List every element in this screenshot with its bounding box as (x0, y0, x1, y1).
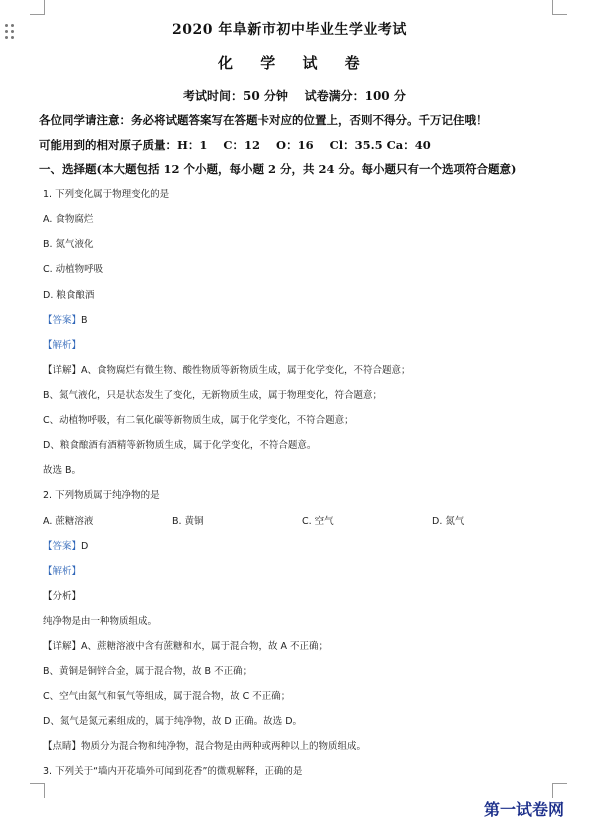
subject-title: 化 学 试 卷 (218, 54, 360, 72)
notice-text: 各位同学请注意：务必将试题答案写在答题卡对应的位置上，否则不得分。千万记住哦！ (39, 113, 488, 127)
q2-tip-tag: 【点睛】 (43, 741, 82, 752)
q2-detail-line-1 (43, 638, 328, 652)
q1-stem: 1. 下列变化属于物理变化的是 (43, 189, 170, 200)
q3-stem: 3. 下列关于“墙内开花墙外可闻到花香”的微观解释，正确的是 (43, 766, 303, 777)
q1-detail-text-1: A、食物腐烂有微生物、酸性物质等新物质生成，属于化学变化，不符合题意； (81, 365, 411, 376)
q1-answer (43, 312, 88, 326)
q2-option-d: D. 氮气 (432, 516, 465, 527)
q1-detail-line-3: C、动植物呼吸，有二氧化碳等新物质生成，属于化学变化，不符合题意； (43, 415, 354, 426)
atomic-masses: 可能用到的相对原子质量：H：1 C：12 O：16 Cl：35.5 Ca：40 (39, 138, 431, 152)
q2-tip (43, 738, 366, 752)
q1-analysis-tag: 【解析】 (43, 340, 82, 351)
q2-detail-line-2: B、黄铜是铜锌合金，属于混合物，故 B 不正确； (43, 666, 253, 677)
q2-answer-tag: 【答案】 (43, 541, 82, 552)
q1-answer-value: B (81, 315, 88, 326)
q1-option-a: A. 食物腐烂 (43, 214, 94, 225)
q1-option-b: B. 氮气液化 (43, 239, 94, 250)
q2-option-b: B. 黄铜 (172, 516, 204, 527)
q2-option-c: C. 空气 (302, 516, 334, 527)
exam-title: 2020 年阜新市初中毕业生学业考试 (172, 22, 407, 38)
q2-detail-line-3: C、空气由氮气和氧气等组成，属于混合物，故 C 不正确； (43, 691, 291, 702)
q2-option-a: A. 蔗糖溶液 (43, 516, 94, 527)
q1-option-d: D. 粮食酿酒 (43, 290, 95, 301)
drag-handle-icon[interactable] (5, 24, 17, 42)
exam-info: 考试时间：50 分钟 试卷满分：100 分 (183, 89, 406, 103)
q1-option-c: C. 动植物呼吸 (43, 264, 104, 275)
crop-mark-bottom-left (30, 783, 45, 798)
q1-answer-tag: 【答案】 (43, 315, 82, 326)
q1-detail-line-4: D、粮食酿酒有酒精等新物质生成，属于化学变化，不符合题意。 (43, 440, 317, 451)
q2-answer-value: D (81, 541, 89, 552)
site-watermark: 第一试卷网 (484, 800, 565, 819)
section-heading: 一、选择题(本大题包括 12 个小题，每小题 2 分，共 24 分。每小题只有一个选项符合题意) (39, 162, 517, 176)
q1-detail-line-2: B、氮气液化，只是状态发生了变化，无新物质生成，属于物理变化，符合题意； (43, 390, 383, 401)
q1-conclusion: 故选 B。 (43, 465, 82, 476)
crop-mark-bottom-right (552, 783, 567, 798)
q2-detail-tag: 【详解】 (43, 641, 82, 652)
q1-detail-tag: 【详解】 (43, 365, 82, 376)
q2-analysis-tag: 【解析】 (43, 566, 82, 577)
q2-answer (43, 538, 88, 552)
q2-fenxi-tag: 【分析】 (43, 591, 82, 602)
crop-mark-top-right (552, 0, 567, 15)
q2-stem: 2. 下列物质属于纯净物的是 (43, 490, 160, 501)
q2-fenxi-text: 纯净物是由一种物质组成。 (43, 616, 158, 627)
crop-mark-top-left (30, 0, 45, 15)
q2-tip-text: 物质分为混合物和纯净物，混合物是由两种或两种以上的物质组成。 (81, 741, 367, 752)
q2-detail-text-1: A、蔗糖溶液中含有蔗糖和水，属于混合物，故 A 不正确； (81, 641, 329, 652)
q1-detail-line-1 (43, 362, 411, 376)
q2-detail-line-4: D、氮气是氮元素组成的，属于纯净物，故 D 正确。故选 D。 (43, 716, 303, 727)
